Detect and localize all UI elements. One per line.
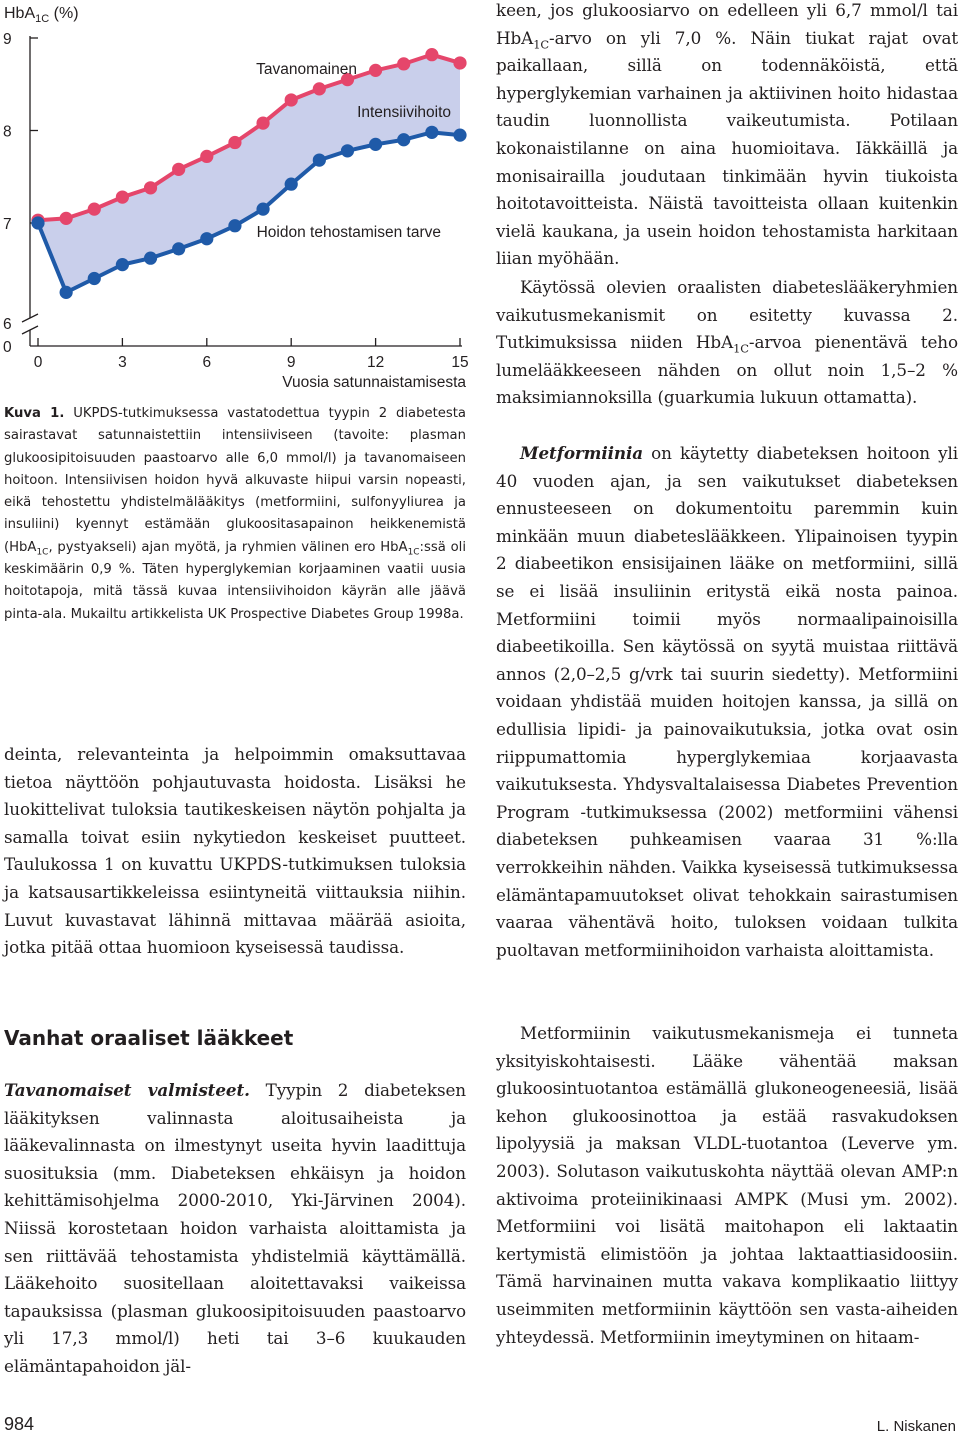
y-tick-label: 6	[3, 316, 12, 333]
data-point-conventional	[256, 117, 269, 130]
y-tick-label: 7	[3, 216, 12, 233]
body-paragraph-right-1	[496, 0, 958, 273]
data-point-conventional	[144, 181, 157, 194]
caption-text: UKPDS-tutkimuksessa vastatodettua tyypin 2 diabetesta sairastavat satunnaistettiin intensiiviseen (tavoite: plasman glukoosipitoisuuden paastoarvo alle 6,0 mmol/l) ja tavanomaiseen hoitoon. Intensiivisen hoidon hyvä alkuvaste hiipui varsin nopeasti, eikä tehostettu yhdistelmälääkitys (metformiini, sulfonyyliurea ja insuliini) kyennyt estämään glukoositasapainon heikkenemistä (HbA	[4, 406, 466, 555]
body-paragraph-right-2	[496, 274, 958, 412]
caption-text: :ssä oli keskimäärin 0,9 %. Täten hyperglykemian korjaaminen vaatii uusia hoitotapoja, mitä tässä kuvaa intensiivihoidon käyrän alle jäävä pinta-ala. Mukailtu artikkelista UK Prospective Diabetes Group 1998a.	[4, 539, 466, 622]
x-axis-label: Vuosia satunnaistamisesta	[282, 374, 466, 391]
caption-label: Kuva 1.	[4, 406, 65, 421]
y-axis-label-unit: (%)	[49, 5, 79, 22]
x-tick-label: 3	[118, 354, 127, 371]
legend-label-intensive: Intensiivihoito	[357, 104, 451, 121]
data-point-intensive	[453, 129, 466, 142]
data-point-conventional	[453, 56, 466, 69]
data-point-conventional	[369, 64, 382, 77]
x-tick-label: 12	[366, 354, 385, 371]
paragraph-subscript: 1C	[533, 36, 549, 51]
paragraph-text: keen, jos glukoosiarvo on edelleen yli 6,7 mmol/l tai HbA	[496, 0, 958, 48]
paragraph-subscript: 1C	[733, 341, 749, 356]
data-point-intensive	[144, 252, 157, 265]
body-paragraph-metformin	[496, 440, 958, 964]
data-point-conventional	[313, 82, 326, 95]
paragraph-text: -arvoa pienentävä teho lumelääkkeeseen nähden on ollut noin 1,5–2 % maksimiannoksilla (guarkumia lukuun ottamatta).	[496, 332, 958, 408]
data-point-conventional	[172, 163, 185, 176]
caption-subscript: 1C	[407, 547, 420, 558]
data-point-intensive	[172, 242, 185, 255]
data-point-intensive	[200, 232, 213, 245]
paragraph-text: -arvo on yli 7,0 %. Näin tiukat rajat ovat paikallaan, sillä on todennäköistä, että hyperglykemian varhainen ja aktiivinen hoito hidastaa taudin luonnollista vaikeutumista. Potilaan kokonaistilanne on aina huomioitava. Iäkkäillä ja monisairailla joudutaan tinkimään hyvin tiukoista hoitotavoitteista. Näistä tavoitteista ollaan kuitenkin vielä kaukana, ja usein hoidon tehostamista harkitaan liian myöhään.	[496, 27, 958, 269]
x-tick-label: 6	[202, 354, 212, 371]
legend-label-conventional: Tavanomainen	[256, 61, 357, 78]
page-number: 984	[4, 1414, 35, 1434]
y-axis-zero-label: 0	[3, 339, 12, 356]
data-point-intensive	[116, 258, 129, 271]
caption-text: , pystyakseli) ajan myötä, ja ryhmien välinen ero HbA	[48, 539, 408, 555]
paragraph-text: on käytetty diabeteksen hoitoon yli 40 vuoden ajan, ja sen vaikutukset diabeteksen ennusteeseen on dokumentoitu paremmin kuin minkään muun diabeteslääkkeen. Ylipainoisen tyypin 2 diabeetikon ensisijainen lääke on metformiini, sillä se ei lisää insuliinin eritystä eikä nosta painoa. Metformiini toimii myös normaalipainoisilla diabeetikoilla. Sen käytössä on syytä muistaa riittävä annos (2,0–2,5 g/vrk tai suurin siedetty). Metformiini voidaan yhdistää muiden hoitojen kanssa, ja sillä on edullisia lipidi- ja painovaikutuksia, jotka ovat osin riippumattomia hyperglykemiaa korjaavasta vaikutuksesta. Yhdysvaltalaisessa Diabetes Prevention Program -tutkimuksessa (2002) metformiini vähensi diabeteksen puhkeamisen vaaraa 31 %:lla verrokkeihin nähden. Vaikka kyseisessä tutkimuksessa elämäntapamuutokset olivat tehokkain sairastumisen vaaraa vähentävä hoito, tuloksen voidaan tulkita puoltavan metformiinihoidon varhaista aloittamista.	[496, 443, 958, 960]
y-axis-label: HbA$_{1C}$ (%)	[4, 5, 79, 25]
caption-subscript: 1C	[36, 547, 49, 558]
data-point-conventional	[60, 212, 73, 225]
area-between-curves	[38, 55, 460, 293]
data-point-intensive	[425, 126, 438, 139]
data-point-intensive	[369, 138, 382, 151]
treatment-gap-area	[38, 55, 460, 293]
data-point-conventional	[116, 191, 129, 204]
data-point-intensive	[228, 219, 241, 232]
paragraph-text: Käytössä olevien oraalisten diabeteslääkeryhmien vaikutusmekanismit on esitetty kuvassa 2. Tutkimuksissa niiden HbA	[496, 277, 958, 353]
paragraph-lead: Tavanomaiset valmisteet.	[4, 1080, 250, 1100]
data-point-conventional	[425, 48, 438, 61]
y-axis-label-subscript: 1C	[35, 13, 50, 25]
data-point-intensive	[341, 144, 354, 157]
section-heading: Vanhat oraaliset lääkkeet	[4, 1026, 294, 1050]
data-point-conventional	[200, 150, 213, 163]
data-point-conventional	[88, 203, 101, 216]
region-label: Hoidon tehostamisen tarve	[256, 224, 441, 241]
data-point-conventional	[228, 136, 241, 149]
x-tick-label: 0	[33, 354, 43, 371]
figure-caption	[4, 403, 466, 626]
data-point-intensive	[60, 286, 73, 299]
data-point-intensive	[397, 133, 410, 146]
y-tick-label: 8	[3, 123, 12, 141]
data-point-conventional	[397, 57, 410, 70]
paragraph-lead: Metformiinia	[520, 443, 644, 463]
data-point-conventional	[285, 93, 298, 106]
data-point-intensive	[313, 154, 326, 167]
running-author: L. Niskanen	[876, 1418, 956, 1435]
body-paragraph-conventional-drugs	[4, 1077, 466, 1381]
x-tick-label: 9	[286, 354, 296, 371]
data-point-intensive	[256, 203, 269, 216]
data-point-intensive	[31, 216, 44, 229]
body-paragraph-metformin-mechanism: Metformiinin vaikutusmekanismeja ei tunneta yksityiskohtaisesti. Lääke vähentää maksan glukoosintuotantoa estämällä glukoneogeneesiä, lisää kehon glukoosinottoa ja estää rasvakudoksen lipolyysiä ja maksan VLDL-tuotantoa (Leverve ym. 2003). Solutason vaikutuskohta näyttää olevan AMP:n aktivoima proteiinikinaasi AMPK (Musi ym. 2002). Metformiini voi lisätä maitohapon eli laktaatin kertymistä elimistöön ja johtaa laktaattiasidoosiin. Tämä harvinainen mutta vakava komplikaatio liittyy useimmiten metformiinin käyttöön sen vasta-aiheiden yhteydessä. Metformiinin imeytyminen on hitaam-	[496, 1023, 958, 1347]
data-point-intensive	[285, 178, 298, 191]
hba1c-chart	[0, 0, 480, 400]
x-tick-label: 15	[451, 354, 469, 371]
data-point-intensive	[88, 272, 101, 285]
body-paragraph-intro: deinta, relevanteinta ja helpoimmin omaksuttavaa tietoa näyttöön pohjautuvasta hoidosta. Lisäksi he luokittelivat tuloksia tautikeskeisen näytön pohjalta ja samalla toivat esiin nykytiedon keskeiset puutteet. Taulukossa 1 on kuvattu UKPDS-tutkimuksen tuloksia ja katsausartikkeleissa esiintyneitä viittauksia niihin. Luvut kuvastavat lähinnä mittavaa määrää asioita, jotka pitää ottaa huomioon kyseisessä taudissa.	[4, 744, 466, 958]
y-tick-label: 9	[3, 31, 12, 48]
paragraph-text: Tyypin 2 diabeteksen lääkityksen valinnasta aloitusaiheista ja lääkevalinnasta on ilmestynyt useita hyvin laadittuja suosituksia (mm. Diabeteksen ehkäisyn ja hoidon kehittämisohjelma 2000-2010, Yki-Järvinen 2004). Niissä korostetaan hoidon varhaista aloittamista ja sen riittävää tehostamista yhdistelmiä käyttämällä. Lääkehoito suositellaan aloitettavaksi vaikeissa tapauksissa (plasman glukoosipitoisuuden paastoarvo yli 17,3 mmol/l) heti tai 3–6 kuukauden elämäntapahoidon jäl-	[4, 1080, 466, 1376]
